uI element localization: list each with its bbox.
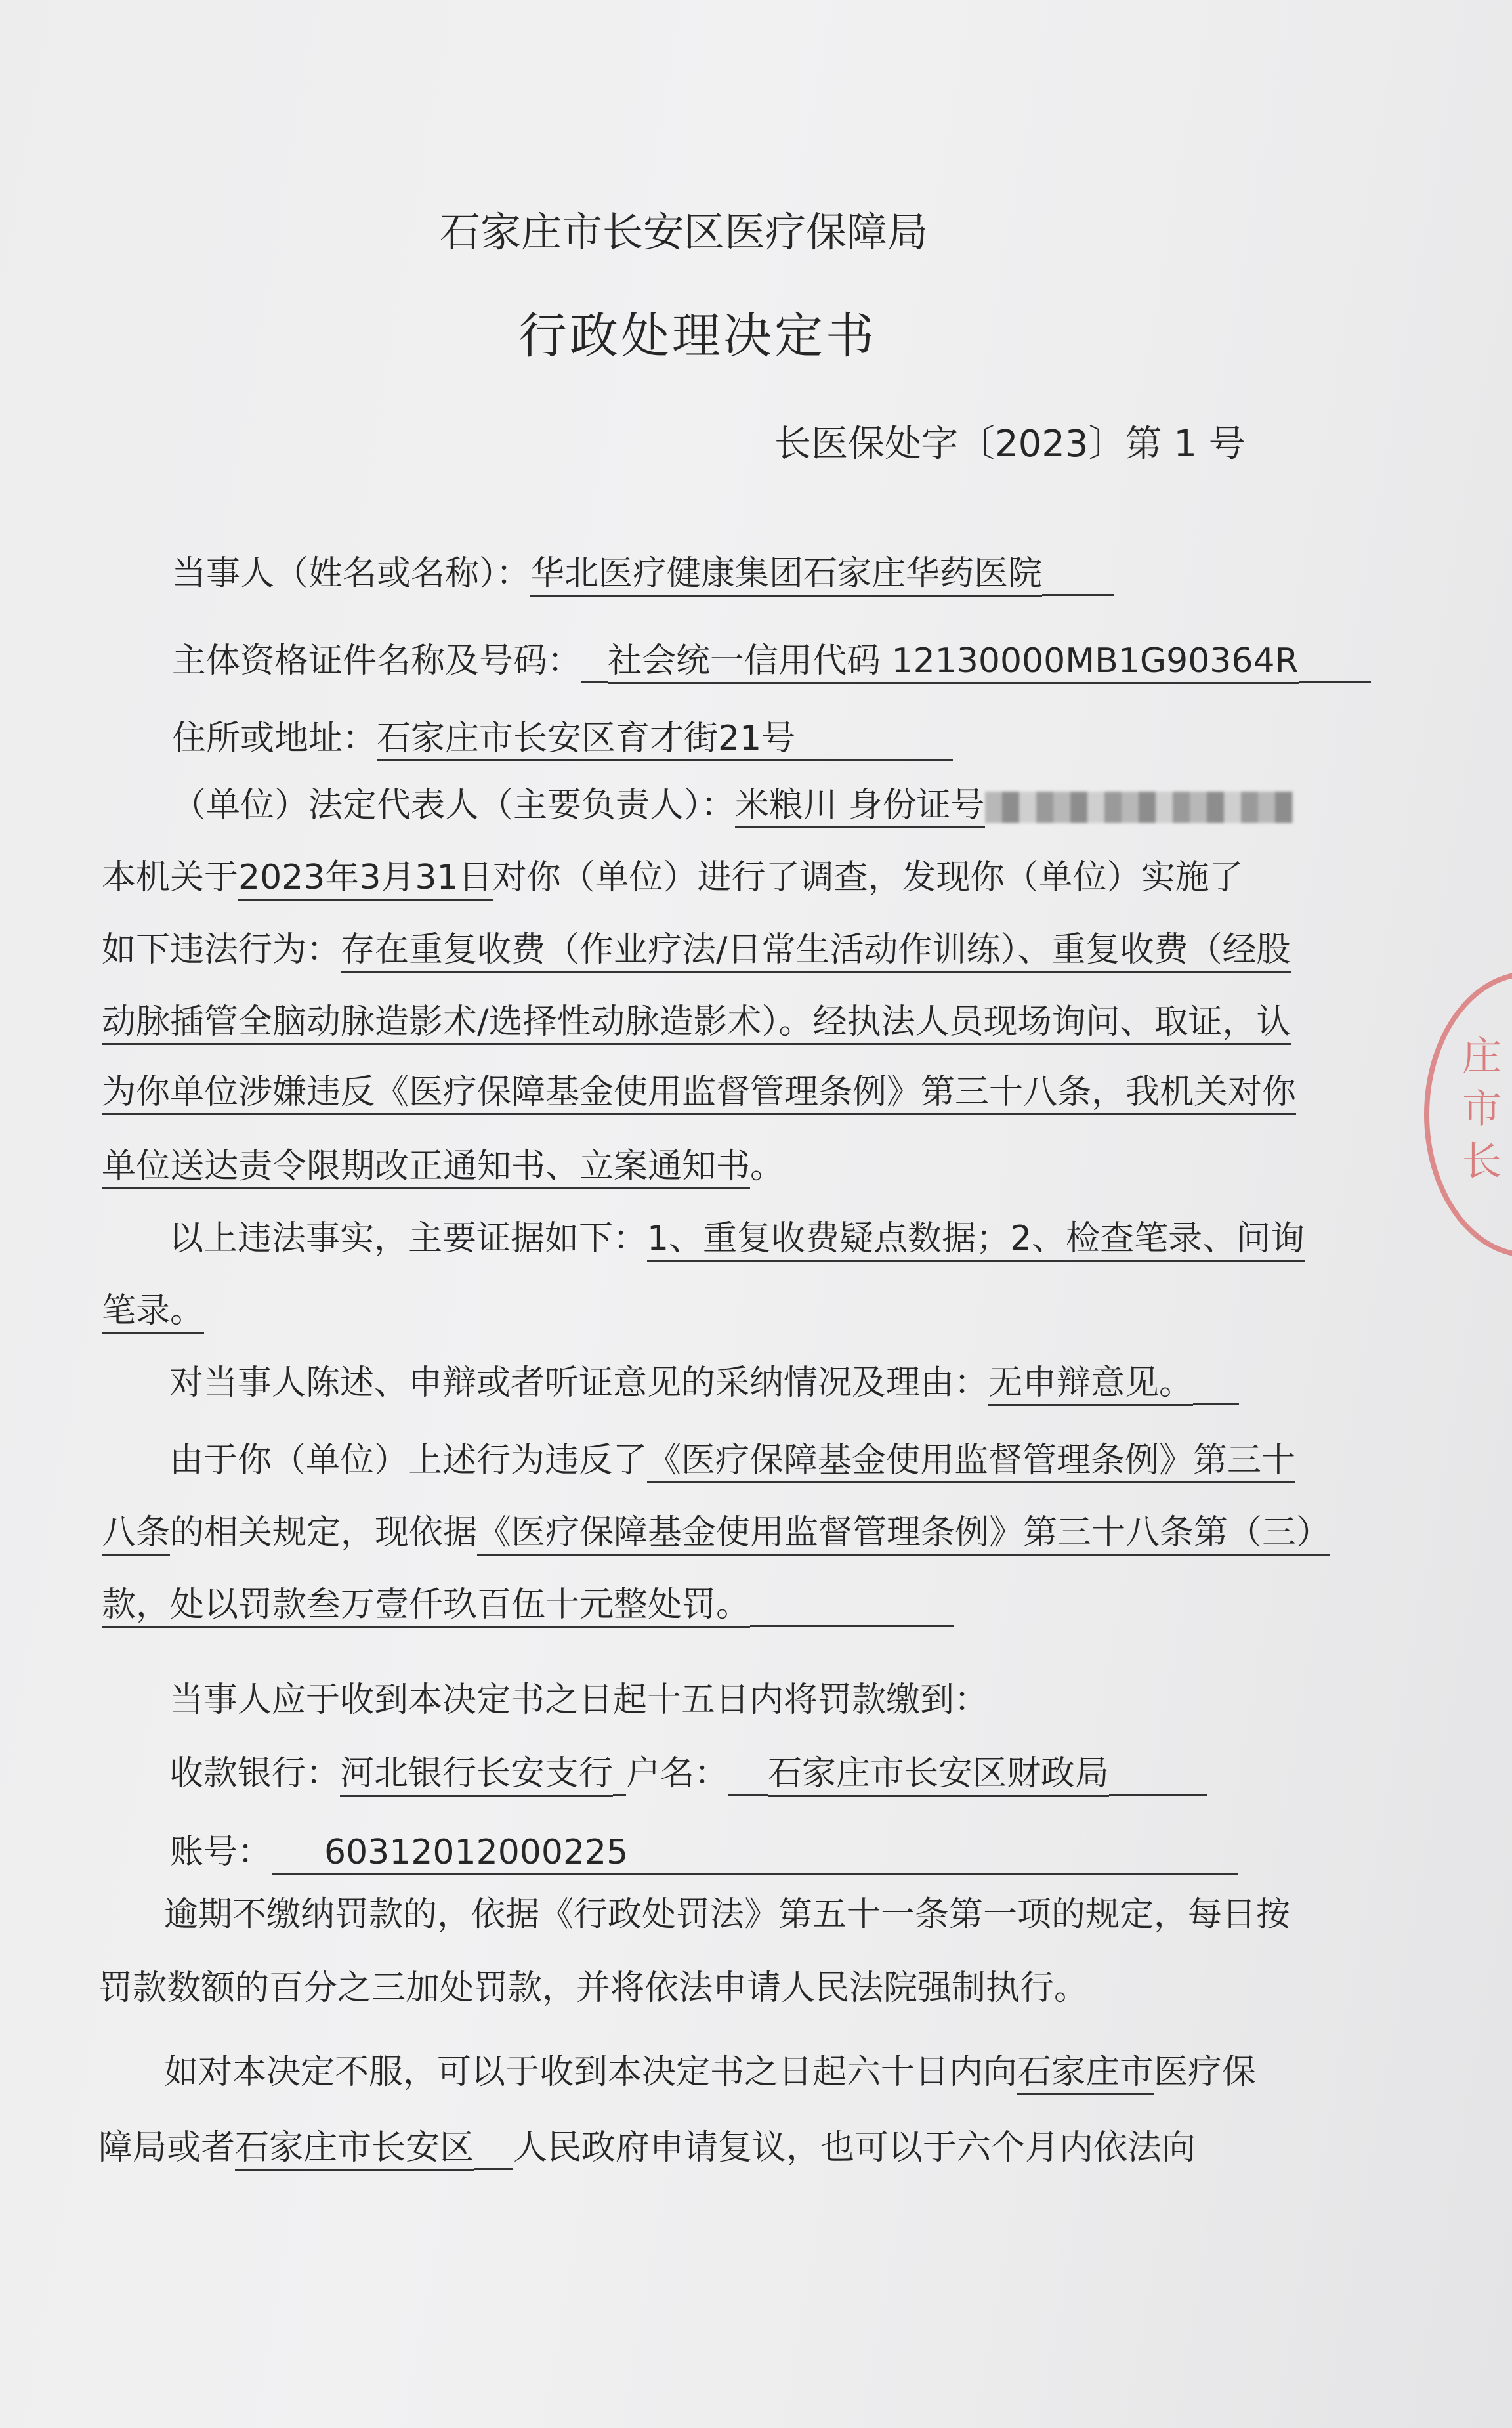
document-title: 行政处理决定书	[518, 308, 877, 364]
overdue-line-1: 逾期不缴纳罚款的，依据《行政处罚法》第五十一条第一项的规定，每日按	[164, 1895, 1291, 1934]
decision-line-3	[102, 1584, 954, 1627]
account-row	[169, 1831, 1238, 1875]
account-name-blank-left	[728, 1758, 768, 1796]
bank-label: 收款银行：	[169, 1754, 341, 1793]
violation-text-4: 单位送达责令限期改正通知书、立案通知书	[102, 1147, 750, 1189]
document-number: 长医保处字〔2023〕第 1 号	[774, 423, 1246, 465]
investigation-date: 2023年3月31日	[238, 858, 493, 901]
cert-label: 主体资格证件名称及号码：	[172, 641, 582, 681]
violation-text-3: 为你单位涉嫌违反《医疗保障基金使用监督管理条例》第三十八条，我机关对你	[102, 1073, 1296, 1115]
p1-prefix: 本机关于	[102, 858, 239, 897]
appeal-mid: 医疗保	[1154, 2053, 1257, 2092]
address-blank	[795, 723, 953, 761]
account-blank-right	[628, 1837, 1238, 1875]
statement-blank	[1193, 1368, 1239, 1405]
legal-rep-value: 米粮川 身份证号	[735, 786, 985, 828]
statement-line	[169, 1362, 1239, 1405]
appeal-district: 石家庄市长安区	[235, 2128, 474, 2171]
decision-line-2	[102, 1512, 1330, 1554]
appeal-prefix: 如对本决定不服，可以于收到本决定书之日起六十日内向	[164, 2053, 1018, 2092]
seal-text: 庄市长	[1462, 1034, 1502, 1185]
account-blank-left	[272, 1837, 324, 1875]
violation-text-1: 存在重复收费（作业疗法/日常生活动作训练）、重复收费（经股	[341, 930, 1291, 973]
p2-prefix: 如下违法行为：	[102, 930, 341, 969]
appeal-city: 石家庄市	[1017, 2053, 1154, 2095]
decision-line-1	[169, 1439, 1295, 1481]
violation-text-2: 动脉插管全脑动脉造影术/选择性动脉造影术）。经执法人员现场询问、取证，认	[102, 1002, 1291, 1045]
cert-row	[172, 640, 1371, 683]
address-row	[172, 717, 953, 761]
body-line-5	[102, 1145, 784, 1187]
decision-regulation: 《医疗保障基金使用监督管理条例》第三十	[647, 1441, 1295, 1483]
evidence-cont: 笔录。	[102, 1291, 204, 1334]
body-line-1	[102, 857, 1244, 899]
party-value: 华北医疗健康集团石家庄华药医院	[530, 554, 1042, 597]
penalty-text: 款，处以罚款叁万壹仟玖百伍十元整处罚。	[102, 1585, 750, 1628]
cert-value: 社会统一信用代码 12130000MB1G90364R	[608, 641, 1299, 684]
party-row	[172, 553, 1114, 596]
evidence-line-2	[102, 1290, 204, 1332]
penalty-blank	[750, 1590, 954, 1627]
cert-blank-left	[581, 646, 608, 683]
bank-value: 河北银行长安支行	[340, 1754, 613, 1797]
appeal-line-1	[164, 2051, 1256, 2093]
legal-rep-label: （单位）法定代表人（主要负责人）：	[172, 786, 736, 825]
evidence-line-1	[169, 1218, 1305, 1260]
decision-prefix: 由于你（单位）上述行为违反了	[169, 1441, 648, 1480]
appeal-l2-suffix: 人民政府申请复议，也可以于六个月内依法向	[513, 2128, 1196, 2167]
evidence-prefix: 以上违法事实，主要证据如下：	[169, 1219, 648, 1258]
decision-basis: 《医疗保障基金使用监督管理条例》第三十八条第（三）	[477, 1513, 1330, 1556]
account-name-value: 石家庄市长安区财政局	[768, 1754, 1109, 1797]
cert-blank-right	[1299, 646, 1371, 683]
account-name-label: 户名：	[626, 1754, 729, 1793]
body-line-3	[102, 1001, 1291, 1043]
legal-rep-row	[172, 784, 1293, 826]
evidence-list: 1、重复收费疑点数据；2、检查笔录、问询	[647, 1219, 1305, 1262]
appeal-l2-prefix: 障局或者	[98, 2128, 236, 2167]
appeal-line-2	[98, 2127, 1196, 2170]
bank-blank	[613, 1758, 626, 1796]
decision-article: 八条	[102, 1513, 170, 1556]
body-line-4	[102, 1071, 1296, 1113]
statement-prefix: 对当事人陈述、申辩或者听证意见的采纳情况及理由：	[169, 1363, 989, 1403]
account-value: 60312012000225	[324, 1833, 628, 1875]
address-value: 石家庄市长安区育才街21号	[377, 719, 795, 761]
p5-end: 。	[750, 1147, 785, 1186]
statement-value: 无申辩意见。	[988, 1363, 1193, 1406]
account-name-blank-right	[1109, 1758, 1208, 1796]
bank-row	[169, 1753, 1208, 1796]
decision-mid: 的相关规定，现依据	[170, 1513, 478, 1552]
redacted-id-number	[985, 792, 1293, 823]
body-line-2	[102, 929, 1291, 971]
account-label: 账号：	[169, 1833, 272, 1872]
payment-intro: 当事人应于收到本决定书之日起十五日内将罚款缴到：	[169, 1680, 989, 1720]
overdue-line-2: 罚款数额的百分之三加处罚款，并将依法申请人民法院强制执行。	[98, 1969, 1089, 2008]
agency-title: 石家庄市长安区医疗保障局	[440, 208, 929, 256]
party-label: 当事人（姓名或名称）：	[172, 554, 531, 593]
appeal-blank	[474, 2133, 513, 2170]
address-label: 住所或地址：	[172, 719, 377, 758]
p1-suffix: 对你（单位）进行了调查，发现你（单位）实施了	[492, 858, 1244, 897]
party-blank	[1042, 559, 1114, 596]
